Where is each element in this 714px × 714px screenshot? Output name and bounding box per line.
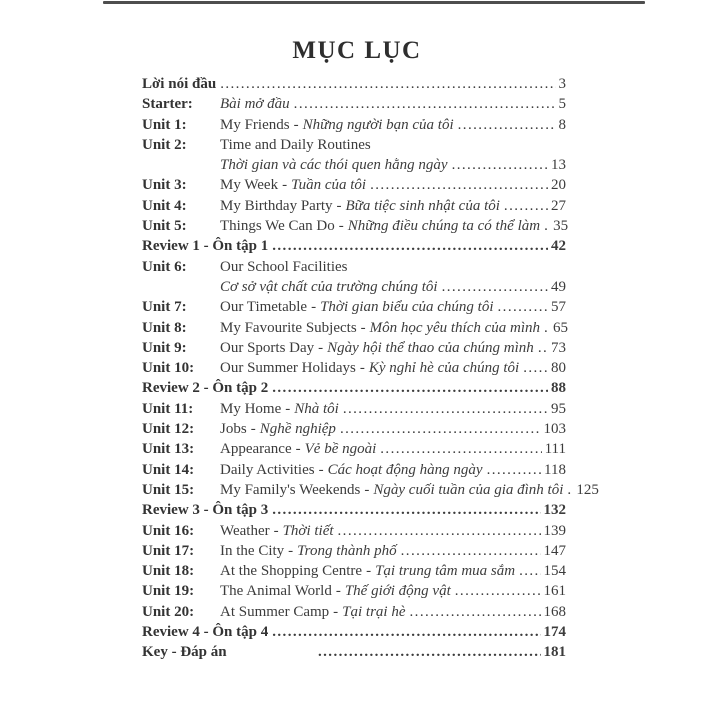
dot-leader [340, 421, 541, 438]
entry-page-number: 57 [551, 299, 566, 316]
entry-title-vi: Thời gian biểu của chúng tôi [320, 299, 494, 316]
dot-leader [538, 340, 548, 357]
entry-page-number: 27 [551, 197, 566, 214]
entry-label: Unit 2: [142, 136, 187, 153]
entry-title-vi: Nghề nghiệp [259, 421, 336, 438]
entry-label: Unit 5: [142, 218, 187, 235]
entry-content [220, 462, 566, 479]
toc-row [142, 218, 569, 238]
entry-separator: - [285, 400, 291, 417]
entry-title-en: My Home [220, 400, 282, 417]
entry-separator: - [333, 603, 339, 620]
entry-content [220, 96, 566, 113]
entry-title-en: Our Timetable [220, 299, 308, 316]
entry-title-vi: Tuần của tôi [291, 177, 367, 194]
entry-content [220, 218, 569, 235]
dot-leader [220, 76, 555, 93]
entry-title-vi: Bữa tiệc sinh nhật của tôi [345, 197, 500, 214]
entry-title-en: My Birthday Party [220, 197, 333, 214]
entry-title-en: The Animal World [220, 583, 332, 600]
entry-label: Unit 1: [142, 116, 187, 133]
entry-title-vi: Ngày hội thể thao của chúng mình [327, 339, 534, 356]
dot-leader [519, 563, 540, 580]
entry-title-en: Things We Can Do [220, 218, 335, 235]
entry-content [220, 523, 566, 540]
toc-row-continued [142, 279, 566, 299]
dot-leader [343, 401, 548, 418]
entry-title-vi: Các hoạt động hàng ngày [327, 461, 483, 478]
entry-label: Review 3 - Ôn tập 3 [142, 502, 269, 519]
entry-title-en: My Friends [220, 116, 290, 133]
entry-page-number: 168 [543, 603, 566, 620]
toc-row [142, 401, 566, 421]
toc-row [142, 644, 566, 664]
entry-separator: - [250, 421, 256, 438]
entry-content [220, 604, 566, 621]
entry-label: Review 1 - Ôn tập 1 [142, 238, 269, 255]
entry-page-number: 161 [543, 583, 566, 600]
entry-content [220, 319, 569, 337]
entry-separator: - [318, 339, 324, 356]
entry-content [220, 583, 566, 600]
entry-separator: - [318, 461, 324, 478]
entry-title-en: At the Shopping Centre [220, 563, 363, 580]
entry-label: Unit 13: [142, 441, 195, 458]
entry-content [220, 340, 566, 357]
dot-leader [318, 644, 541, 661]
toc-row [142, 96, 566, 116]
entry-page-number: 5 [558, 96, 566, 113]
page-title: MỤC LỤC [292, 37, 422, 64]
entry-label: Key - Đáp án [142, 644, 227, 661]
entry-page-number: 20 [551, 177, 566, 194]
entry-content [220, 441, 566, 458]
entry-title-vi: Những điều chúng ta có thể làm [347, 218, 541, 235]
entry-separator: - [366, 563, 372, 580]
entry-label: Unit 9: [142, 339, 187, 356]
entry-page-number: 111 [544, 441, 566, 458]
toc-row [142, 319, 569, 340]
toc-row [142, 462, 566, 482]
entry-label: Lời nói đầu [142, 76, 217, 92]
entry-page-number: 49 [551, 278, 566, 295]
entry-content [220, 481, 599, 499]
entry-separator: - [311, 299, 317, 316]
toc-row [142, 360, 566, 380]
dot-leader [294, 96, 556, 113]
entry-title-en: Appearance [220, 441, 292, 458]
entry-label: Unit 8: [142, 319, 187, 336]
toc-row [142, 583, 566, 603]
entry-label: Unit 15: [142, 481, 195, 498]
toc-row [142, 238, 566, 258]
entry-separator: - [273, 522, 279, 539]
toc-row [142, 76, 566, 96]
entry-title-en: At Summer Camp [220, 603, 330, 620]
toc-row [142, 563, 566, 583]
dot-leader [442, 279, 548, 296]
entry-title-vi: Thời gian và các thói quen hằng ngày [220, 157, 448, 174]
entry-content [220, 543, 566, 560]
dot-leader [272, 238, 548, 255]
page-top-edge-line [103, 1, 645, 4]
entry-separator: - [360, 319, 366, 336]
entry-content [220, 198, 566, 215]
entry-label: Unit 14: [142, 461, 195, 478]
entry-label: Unit 17: [142, 542, 195, 559]
entry-title-vi: Bài mở đầu [220, 96, 290, 113]
dot-leader [272, 624, 540, 641]
entry-label: Unit 18: [142, 563, 195, 580]
entry-title-vi: Môn học yêu thích của mình [369, 319, 541, 336]
entry-label: Starter: [142, 96, 193, 113]
entry-title-vi: Những người bạn của tôi [302, 116, 454, 133]
entry-title-vi: Cơ sở vật chất của trường chúng tôi [220, 278, 438, 295]
entry-label: Unit 12: [142, 421, 195, 438]
toc-row [142, 137, 566, 157]
entry-title-en: Our Sports Day [220, 339, 315, 356]
entry-page-number: 8 [558, 116, 566, 133]
entry-title-en: Time and Daily Routines [220, 136, 371, 153]
entry-title-vi: Vẻ bề ngoài [304, 441, 377, 458]
entry-page-number: 13 [551, 157, 566, 174]
entry-separator: - [293, 116, 299, 133]
entry-title-en: My Week [220, 177, 279, 194]
dot-leader [272, 380, 548, 397]
entry-label: Unit 4: [142, 197, 187, 214]
entry-page-number: 174 [543, 624, 566, 641]
entry-label: Review 4 - Ôn tập 4 [142, 624, 269, 641]
entry-page-number: 73 [551, 339, 566, 356]
entry-content [220, 299, 566, 316]
entry-content [220, 401, 566, 418]
entry-page-number: 88 [551, 380, 566, 397]
entry-label: Unit 10: [142, 360, 195, 377]
entry-content [142, 502, 566, 519]
toc-row [142, 380, 566, 400]
entry-title-vi: Nhà tôi [294, 400, 339, 417]
entry-content [142, 238, 566, 255]
dot-leader [458, 117, 556, 134]
toc-row [142, 259, 566, 279]
entry-label: Unit 20: [142, 603, 195, 620]
entry-content [220, 259, 566, 276]
entry-label: Unit 19: [142, 583, 195, 600]
entry-separator: - [282, 177, 288, 194]
entry-label: Unit 6: [142, 258, 187, 275]
entry-title-vi: Tại trung tâm mua sắm [375, 563, 516, 580]
entry-content [220, 421, 566, 438]
entry-title-en: Daily Activities [220, 461, 315, 478]
entry-content [220, 177, 566, 194]
toc-row [142, 117, 566, 137]
dot-leader [544, 218, 550, 235]
entry-content [220, 117, 566, 134]
entry-content [142, 76, 566, 93]
toc-row [142, 604, 566, 624]
toc-row [142, 421, 566, 441]
dot-leader [272, 502, 540, 519]
toc-row [142, 198, 566, 218]
entry-title-en: My Family's Weekends [220, 481, 361, 498]
dot-leader [567, 482, 573, 499]
entry-label: Unit 11: [142, 400, 194, 417]
entry-content [220, 137, 566, 154]
toc-row [142, 299, 566, 319]
table-of-contents [142, 76, 599, 665]
toc-row [142, 441, 566, 461]
entry-content [220, 279, 566, 296]
entry-page-number: 42 [551, 238, 566, 255]
entry-label: Unit 3: [142, 177, 187, 194]
dot-leader [401, 543, 541, 560]
entry-separator: - [295, 441, 301, 458]
entry-content [142, 624, 566, 641]
entry-separator: - [335, 583, 341, 600]
toc-row-continued [142, 157, 566, 177]
entry-title-vi: Thời tiết [282, 522, 334, 539]
entry-label: Unit 7: [142, 299, 187, 316]
entry-page-number: 3 [558, 76, 566, 92]
entry-content [220, 157, 566, 174]
toc-row [142, 340, 566, 360]
dot-leader [410, 604, 541, 621]
dot-leader [338, 523, 541, 540]
entry-label: Review 2 - Ôn tập 2 [142, 380, 269, 397]
entry-title-vi: Trong thành phố [297, 542, 397, 559]
dot-leader [380, 441, 541, 458]
entry-title-en: Jobs [220, 421, 247, 438]
entry-title-en: Our School Facilities [220, 258, 348, 275]
toc-row [142, 502, 566, 522]
entry-title-en: Our Summer Holidays [220, 360, 356, 377]
entry-title-vi: Kỳ nghỉ hè của chúng tôi [368, 360, 520, 377]
entry-page-number: 139 [543, 522, 566, 539]
entry-title-en: In the City [220, 542, 285, 559]
entry-separator: - [359, 360, 365, 377]
dot-leader [504, 198, 548, 215]
dot-leader [523, 360, 548, 377]
dot-leader [452, 157, 548, 174]
entry-title-en: Weather [220, 522, 270, 539]
entry-page-number: 147 [543, 542, 566, 559]
entry-separator: - [336, 197, 342, 214]
entry-page-number: 181 [543, 644, 566, 661]
entry-content [314, 644, 566, 661]
toc-row [142, 177, 566, 197]
entry-title-vi: Ngày cuối tuần của gia đình tôi [373, 481, 564, 498]
entry-title-vi: Thế giới động vật [344, 583, 451, 600]
entry-separator: - [364, 481, 370, 498]
toc-row [142, 624, 566, 644]
toc-row [142, 543, 566, 563]
entry-title-en: My Favourite Subjects [220, 319, 357, 336]
toc-row [142, 523, 566, 543]
entry-page-number: 132 [543, 502, 566, 519]
entry-separator: - [338, 218, 344, 235]
entry-separator: - [288, 542, 294, 559]
entry-title-vi: Tại trại hè [342, 603, 406, 620]
entry-page-number: 80 [551, 360, 566, 377]
entry-page-number: 125 [576, 481, 599, 498]
entry-page-number: 95 [551, 400, 566, 417]
dot-leader [544, 320, 550, 337]
entry-page-number: 154 [543, 563, 566, 580]
toc-row [142, 481, 599, 502]
entry-content [220, 563, 566, 580]
entry-content [220, 360, 566, 377]
entry-content [142, 380, 566, 397]
dot-leader [487, 462, 541, 479]
dot-leader [455, 583, 541, 600]
entry-label: Unit 16: [142, 522, 195, 539]
entry-page-number: 35 [553, 218, 569, 235]
dot-leader [498, 299, 548, 316]
entry-page-number: 65 [553, 319, 569, 336]
dot-leader [370, 177, 548, 194]
entry-page-number: 118 [544, 461, 566, 478]
entry-page-number: 103 [543, 421, 566, 438]
